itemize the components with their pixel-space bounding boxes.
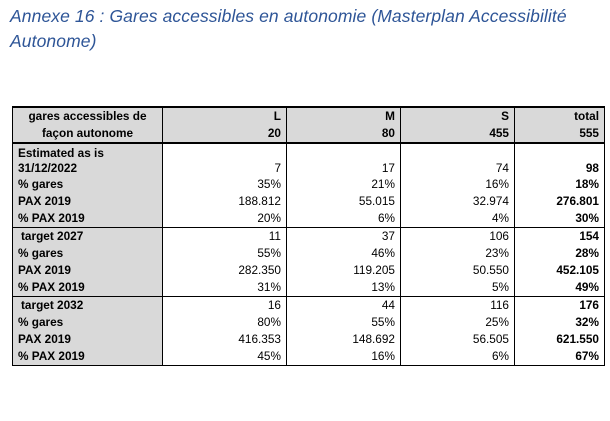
- cell-value-l: 282.350: [163, 262, 287, 279]
- row-label: PAX 2019: [13, 193, 163, 210]
- cell-value-l: 188.812: [163, 193, 287, 210]
- row-label: % PAX 2019: [13, 348, 163, 366]
- title-line-2: Autonome): [10, 31, 97, 51]
- cell-value-s: 50.550: [401, 262, 515, 279]
- header-count-total: 555: [515, 125, 605, 143]
- cell-value-s: 56.505: [401, 331, 515, 348]
- header-label-line-1: gares accessibles de: [13, 107, 163, 125]
- header-col-total: total: [515, 107, 605, 125]
- header-row-counts: [13, 125, 605, 143]
- table-row: [13, 193, 605, 210]
- cell-total: 67%: [515, 348, 605, 366]
- cell-value-s: 23%: [401, 245, 515, 262]
- header-count-s: 455: [401, 125, 515, 143]
- cell-total: 49%: [515, 279, 605, 297]
- table-row: [13, 331, 605, 348]
- accessibility-table: [12, 106, 605, 366]
- table-row: [13, 143, 605, 176]
- row-label: Estimated as is 31/12/2022: [13, 143, 163, 176]
- row-label: % gares: [13, 176, 163, 193]
- cell-value-s: 116: [401, 297, 515, 315]
- header-col-m: M: [287, 107, 401, 125]
- cell-value-l: 11: [163, 228, 287, 246]
- row-label: PAX 2019: [13, 331, 163, 348]
- cell-value-m: 16%: [287, 348, 401, 366]
- cell-value-s: 4%: [401, 210, 515, 228]
- cell-value-s: 32.974: [401, 193, 515, 210]
- cell-total: 176: [515, 297, 605, 315]
- cell-value-s: 106: [401, 228, 515, 246]
- row-label: PAX 2019: [13, 262, 163, 279]
- cell-value-m: 17: [287, 143, 401, 176]
- table-row: [13, 262, 605, 279]
- header-count-m: 80: [287, 125, 401, 143]
- cell-value-l: 55%: [163, 245, 287, 262]
- table-body: [13, 143, 605, 366]
- cell-value-m: 21%: [287, 176, 401, 193]
- table-row: [13, 348, 605, 366]
- row-label: target 2027: [13, 228, 163, 246]
- row-label: % gares: [13, 314, 163, 331]
- cell-total: 452.105: [515, 262, 605, 279]
- cell-value-l: 20%: [163, 210, 287, 228]
- cell-value-m: 55%: [287, 314, 401, 331]
- table-row: [13, 279, 605, 297]
- cell-value-m: 37: [287, 228, 401, 246]
- page-title: [10, 4, 605, 54]
- header-count-l: 20: [163, 125, 287, 143]
- cell-value-s: 16%: [401, 176, 515, 193]
- row-label: % PAX 2019: [13, 279, 163, 297]
- cell-value-m: 13%: [287, 279, 401, 297]
- cell-total: 32%: [515, 314, 605, 331]
- cell-total: 28%: [515, 245, 605, 262]
- cell-value-s: 5%: [401, 279, 515, 297]
- cell-value-m: 119.205: [287, 262, 401, 279]
- table-row: [13, 228, 605, 246]
- cell-value-l: 45%: [163, 348, 287, 366]
- table-row: [13, 297, 605, 315]
- cell-total: 30%: [515, 210, 605, 228]
- cell-total: 276.801: [515, 193, 605, 210]
- cell-value-s: 25%: [401, 314, 515, 331]
- title-line-1: Annexe 16 : Gares accessibles en autonomie (Masterplan Accessibilité: [10, 6, 567, 26]
- header-col-l: L: [163, 107, 287, 125]
- cell-value-l: 416.353: [163, 331, 287, 348]
- header-row-names: [13, 107, 605, 125]
- cell-total: 98: [515, 143, 605, 176]
- cell-value-m: 148.692: [287, 331, 401, 348]
- cell-value-s: 74: [401, 143, 515, 176]
- cell-value-l: 35%: [163, 176, 287, 193]
- header-col-s: S: [401, 107, 515, 125]
- cell-value-s: 6%: [401, 348, 515, 366]
- table-row: [13, 176, 605, 193]
- cell-total: 621.550: [515, 331, 605, 348]
- cell-total: 18%: [515, 176, 605, 193]
- table-row: [13, 245, 605, 262]
- cell-total: 154: [515, 228, 605, 246]
- cell-value-l: 80%: [163, 314, 287, 331]
- row-label: % gares: [13, 245, 163, 262]
- header-label-line-2: façon autonome: [13, 125, 163, 143]
- cell-value-l: 16: [163, 297, 287, 315]
- table-row: [13, 210, 605, 228]
- table-row: [13, 314, 605, 331]
- cell-value-m: 55.015: [287, 193, 401, 210]
- cell-value-m: 46%: [287, 245, 401, 262]
- cell-value-m: 6%: [287, 210, 401, 228]
- row-label: % PAX 2019: [13, 210, 163, 228]
- cell-value-m: 44: [287, 297, 401, 315]
- cell-value-l: 7: [163, 143, 287, 176]
- row-label: target 2032: [13, 297, 163, 315]
- cell-value-l: 31%: [163, 279, 287, 297]
